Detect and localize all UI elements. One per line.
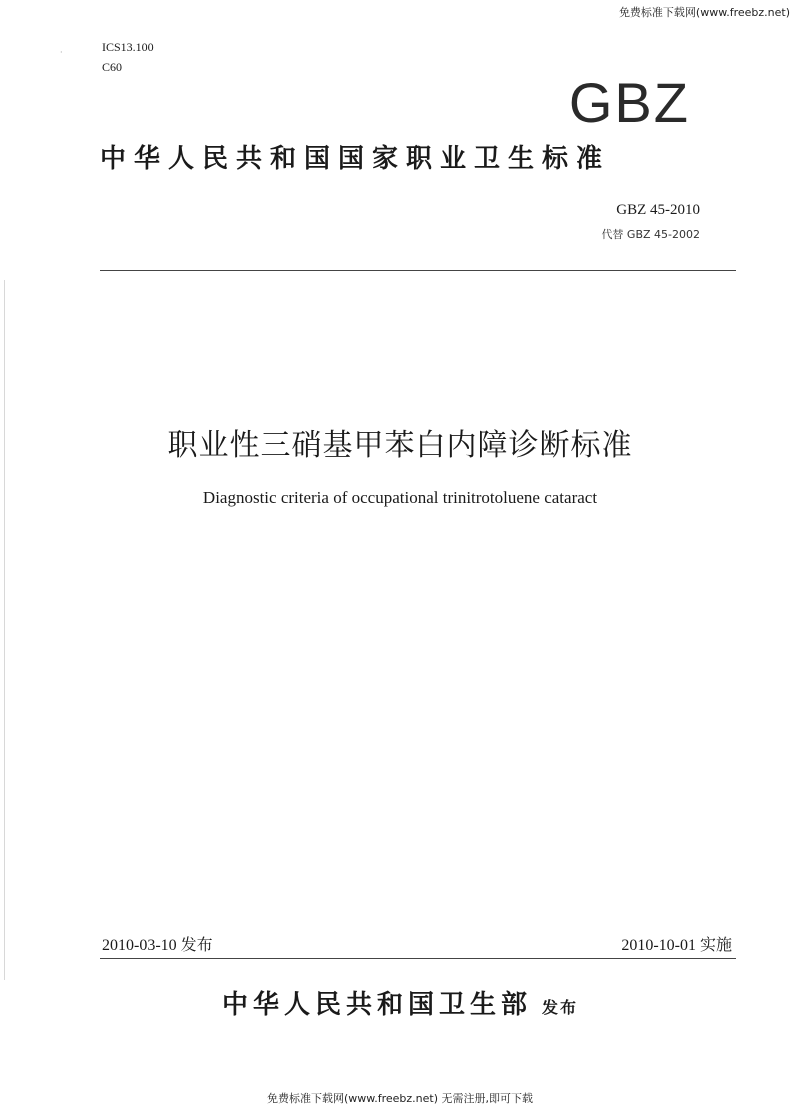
ccs-code: C60 [102,60,123,74]
issuer-suffix: 发布 [542,998,579,1017]
top-divider [100,270,736,271]
issue-date: 2010-03-10 发布 [102,937,213,954]
replaces-note: 代替 GBZ 45-2002 [601,228,700,241]
scan-edge-line [4,280,5,980]
scan-speck: · [60,48,63,57]
ics-code: ICS13.100 [102,40,154,54]
header-title: 中华人民共和国国家职业卫生标准 [100,144,611,174]
title-chinese: 职业性三硝基甲苯白内障诊断标准 [167,428,633,463]
issuer-block [0,984,800,1021]
implementation-date: 2010-10-01 实施 [621,937,732,954]
issuer-name: 中华人民共和国卫生部 [221,990,532,1020]
standard-number: GBZ 45-2010 [616,202,700,218]
watermark-top: 免费标准下载网(www.freebz.net) [618,6,790,19]
bottom-divider [100,958,736,959]
gbz-logo: GBZ [568,71,690,134]
title-english: Diagnostic criteria of occupational trinitrotoluene cataract [202,488,598,507]
watermark-bottom: 免费标准下载网(www.freebz.net) 无需注册,即可下载 [266,1092,534,1105]
